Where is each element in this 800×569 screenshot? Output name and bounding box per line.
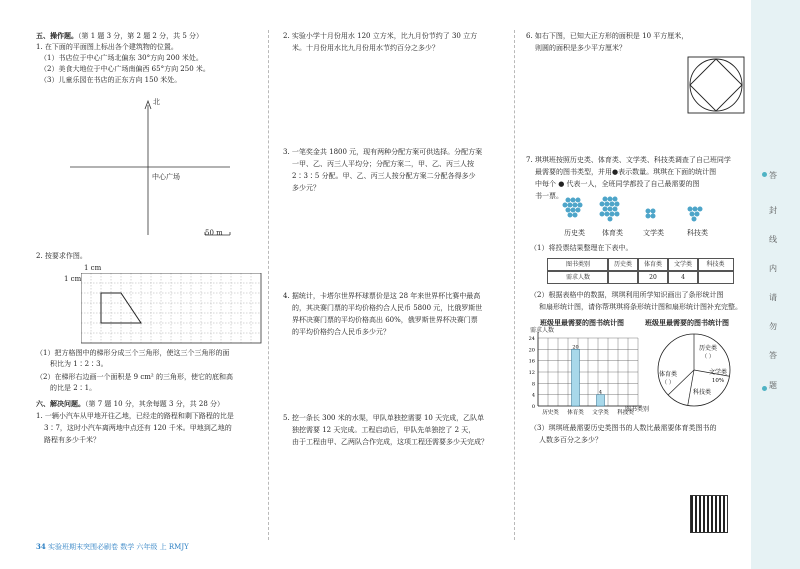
bar-文学类 (597, 395, 605, 406)
q7-line: 书一票。 (535, 192, 563, 200)
x-tick-label: 历史类 (542, 410, 559, 416)
pie-chart (652, 330, 742, 410)
sidebar-char: 题 (769, 381, 777, 390)
q6-line: 6. 如右下图，已知大正方形的面积是 10 平方厘米， (526, 32, 689, 40)
center-square-label: 中心广场 (152, 173, 180, 181)
y-tick-label: 16 (528, 358, 535, 365)
q5-line: 5. 挖一条长 300 米的水渠，甲队单独挖需要 10 天完成，乙队单 (283, 414, 485, 422)
north-label: 北 (153, 98, 160, 106)
section6-title: 六、解决问题。（第 7 题 10 分，其余每题 3 分，共 28 分） (36, 399, 225, 408)
square-circle-figure (686, 55, 746, 115)
q1-item: （2）美食大地位于中心广场南偏西 65°方向 250 米。 (40, 65, 210, 73)
q3-line: 多少元？ (292, 184, 320, 192)
y-tick-label: 8 (531, 381, 535, 388)
cat-label: 历史类 (564, 229, 585, 237)
table-head: 文学类 (667, 258, 699, 271)
q7-line: 7. 琪琪班按照历史类、体育类、文学类、科技类调查了自己班同学 (526, 156, 731, 164)
q2-intro: 2. 按要求作图。 (36, 252, 87, 260)
q4-line: 4. 据统计，卡塔尔世界杯球票价是这 28 年来世界杯比赛中最高 (283, 292, 481, 300)
section5-title: 五、操作题。（第 1 题 3 分，第 2 题 2 分，共 5 分） (36, 31, 204, 40)
sidebar-char: 请 (769, 293, 777, 302)
q2-line: 2. 实验小学十月份用水 120 立方米，比九月份节约了 30 立方 (283, 32, 478, 40)
pie-annotation: （ ） (701, 354, 715, 360)
sidebar-char: 答 (769, 171, 777, 180)
cm-label-top: 1 cm (84, 264, 102, 272)
pie-label: 历史类 (698, 345, 718, 352)
qr-code (690, 495, 728, 533)
cat-label: 科技类 (687, 229, 708, 237)
q6-1-line: 3∶7，这时小汽车离两地中点还有 120 千米。甲地到乙地的 (44, 424, 232, 432)
q2-line: 米。十月份用水比九月份用水节约百分之多少？ (292, 44, 439, 52)
sidebar-char: 线 (769, 235, 777, 244)
vote-dot-clusters (560, 195, 720, 225)
pie-label: 体育类 (658, 371, 678, 378)
bar-chart-title: 班级里最需要的图书统计图 (540, 318, 624, 327)
x-tick-label: 科技类 (617, 410, 634, 416)
bar-value-label: 4 (598, 389, 603, 396)
q1-item: （1）书店位于中心广场北偏东 30°方向 200 米处。 (40, 54, 203, 62)
bar-xlabel: 图书类别 (625, 406, 650, 413)
bar-体育类 (572, 349, 580, 406)
table-head: 历史类 (607, 258, 639, 271)
y-tick-label: 0 (531, 404, 535, 410)
binding-sidebar (751, 0, 800, 569)
q3-line: 一甲、乙、丙三人平均分；分配方案二，甲、乙、丙三人按 (292, 160, 474, 168)
x-tick-label: 体育类 (567, 410, 584, 416)
q4-line: 的平均价格约合人民币多少元？ (292, 328, 390, 336)
table-cell: 需求人数 (547, 271, 609, 284)
table-cell (697, 271, 734, 284)
table-cell: 4 (667, 271, 699, 284)
q3-line: 3. 一笔奖金共 1800 元，现有两种分配方案可供选择。分配方案 (283, 148, 483, 156)
q7-3-line: （3）琪琪班最需要历史类图书的人数比最需要体育类图书的 (530, 424, 717, 432)
pie-label: 科技类 (692, 389, 712, 396)
q7-3-line: 人数多百分之多少？ (539, 436, 602, 444)
y-tick-label: 4 (531, 392, 535, 399)
cm-label-left: 1 cm (64, 275, 82, 283)
grid-diagram (81, 273, 267, 345)
q5-line: 由于工程由甲、乙两队合作完成，这项工程还需要多少天完成？ (292, 438, 488, 446)
scale-label: 50 m (205, 229, 223, 237)
bar-ylabel: 需求人数 (530, 327, 555, 334)
q4-line: 的，其决赛门票的平均价格约合人民币 5800 元，比俄罗斯世 (292, 304, 483, 312)
sidebar-char: 封 (769, 206, 777, 215)
table-head: 科技类 (697, 258, 734, 271)
y-tick-label: 20 (528, 347, 535, 354)
cat-label: 体育类 (602, 229, 623, 237)
q2-item: 积比为 1∶2∶3。 (50, 360, 108, 368)
q2-item: （1）把方格图中的梯形分成三个三角形，使这三个三角形的面 (36, 349, 230, 357)
sidebar-char: 勿 (769, 322, 777, 331)
map-diagram (60, 95, 250, 245)
q6-1-line: 路程有多少千米？ (44, 436, 100, 444)
x-tick-label: 文学类 (592, 410, 609, 416)
sidebar-char: 答 (769, 351, 777, 360)
q7-2-line: （2）根据表格中的数据，琪琪利用所学知识画出了条形统计图 (530, 291, 724, 299)
pie-chart-title: 班级里最需要的图书统计图 (645, 318, 729, 327)
pie-annotation: 10% (711, 378, 725, 384)
q2-item: （2）在梯形右边画一个面积是 9 cm² 的三角形，使它的底和高 (36, 373, 233, 381)
y-tick-label: 12 (528, 370, 535, 376)
pie-label: 文学类 (708, 369, 728, 376)
bar-value-label: 20 (572, 344, 579, 351)
q4-line: 界杯决赛门票的平均价格高出 60%，俄罗斯世界杯决赛门票 (292, 316, 478, 324)
sidebar-char: 内 (769, 264, 777, 273)
q7-1: （1）将投票结果整理在下表中。 (530, 244, 633, 252)
table-cell (607, 271, 639, 284)
y-tick-label: 24 (528, 336, 535, 342)
pie-annotation: （ ） (661, 380, 675, 386)
table-head: 体育类 (637, 258, 669, 271)
cat-label: 文学类 (643, 229, 664, 237)
q2-item: 的比是 2∶1。 (50, 384, 97, 392)
q1-intro: 1. 在下面的平面图上标出各个建筑物的位置。 (36, 43, 178, 51)
table-head: 图书类别 (547, 258, 609, 271)
bar-chart (520, 328, 642, 420)
q7-line: 中每个 ● 代表一人，全班同学都投了自己最需要的图 (535, 180, 700, 188)
q5-line: 独挖需要 12 天完成。工程启动后，甲队先单独挖了 2 天， (292, 426, 476, 434)
footer: 34 实验班期末突围必刷卷 数学 六年级 上 RMJY (36, 542, 189, 551)
q3-line: 2∶3∶5 分配。甲、乙、丙三人按分配方案二分配各得多少 (292, 172, 476, 180)
q1-item: （3）儿童乐园在书店的正东方向 150 米处。 (40, 76, 182, 84)
table-cell: 20 (637, 271, 669, 284)
q7-2-line: 和扇形统计图，请你帮琪琪将条形统计图和扇形统计图补充完整。 (539, 303, 742, 311)
q6-line: 则圆的面积是多少平方厘米？ (535, 44, 626, 52)
q6-1-line: 1. 一辆小汽车从甲地开往乙地，已经走的路程和剩下路程的比是 (36, 412, 234, 420)
q7-line: 最需要的图书类型，并用●表示数量。琪琪在下面的统计图 (535, 168, 717, 176)
